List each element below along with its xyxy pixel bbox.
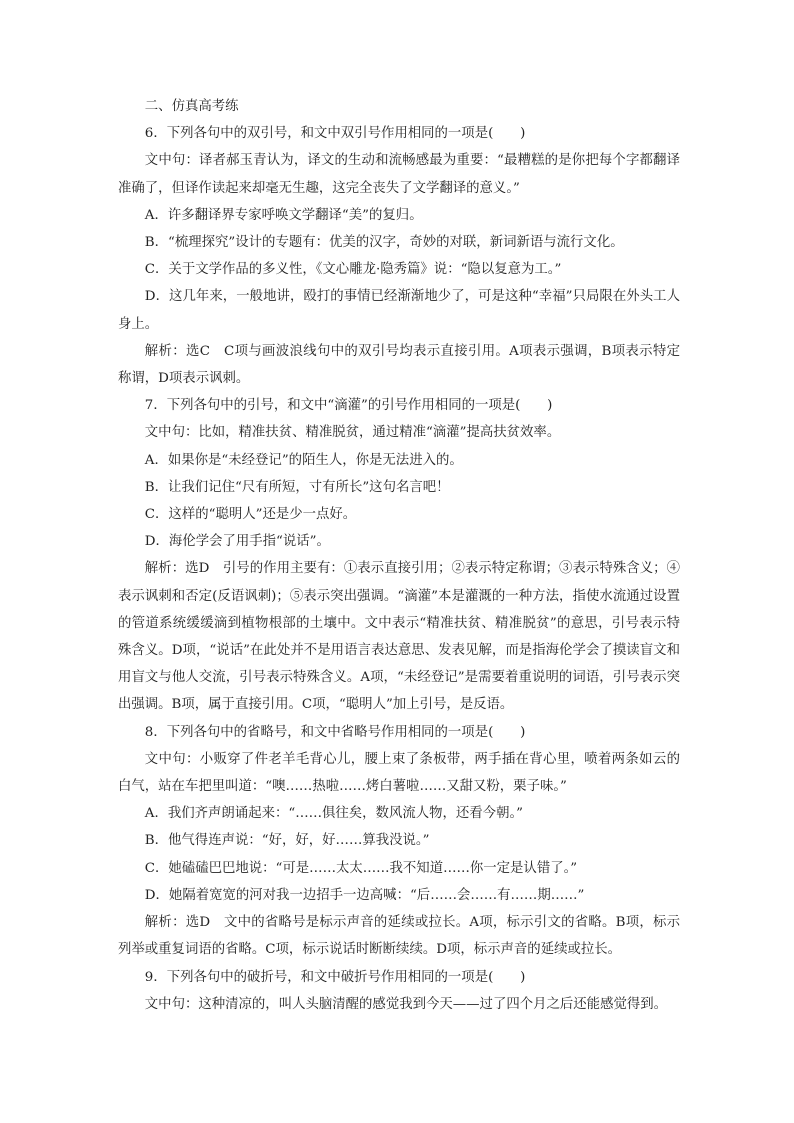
question-7-stem: 7．下列各句中的引号，和文中“滴灌”的引号作用相同的一项是( )	[144, 398, 553, 414]
question-8-option-c: C．她磕磕巴巴地说：“可是……太太……我不知道……你一定是认错了。”	[144, 860, 578, 876]
question-8-analysis: 解析：选D 文中的省略号是标示声音的延续或拉长。A项，标示引文的省略。B项，标示列举或重复词语的省略。C项，标示说话时断断续续。D项，标示声音的延续或拉长。	[118, 915, 680, 958]
exercise-content	[118, 93, 680, 1018]
question-7-option-b: B．让我们记住“尺有所短，寸有所长”这句名言吧！	[144, 479, 450, 495]
question-8-stem: 8．下列各句中的省略号，和文中省略号作用相同的一项是( )	[144, 724, 526, 740]
question-8-option-d: D．她隔着宽宽的河对我一边招手一边高喊：“后……会……有……期……”	[144, 887, 585, 903]
question-7-analysis: 解析：选D 引号的作用主要有：①表示直接引用；②表示特定称谓；③表示特殊含义；④表示讽刺和否定(反语讽刺)；⑤表示突出强调。“滴灌”本是灌溉的一种方法，指使水流通过设置的管道系统缓缓滴到植物根部的土壤中。文中表示“精准扶贫、精准脱贫”的意思，引号表示特殊含义。D项，“说话”在此处并不是用语言表达意思、发表见解，而是指海伦学会了摸读盲文和用盲文与他人交流，引号表示特殊含义。A项，“未经登记”是需要着重说明的词语，引号表示突出强调。B项，属于直接引用。C项，“聪明人”加上引号，是反语。	[118, 561, 680, 713]
question-6-option-d: D．这几年来，一般地讲，殴打的事情已经渐渐地少了，可是这种“幸福”只局限在外头工人身上。	[118, 289, 680, 332]
question-6-option-b: B．“梳理探究”设计的专题有：优美的汉字，奇妙的对联，新词新语与流行文化。	[144, 235, 624, 251]
question-7-option-d: D．海伦学会了用手指“说话”。	[144, 534, 330, 550]
section-title: 二、仿真高考练	[144, 99, 239, 114]
question-7-option-c: C．这样的“聪明人”还是少一点好。	[144, 507, 357, 523]
question-8-option-b: B．他气得连声说：“好，好，好……算我没说。”	[144, 833, 430, 849]
question-6-stem: 6．下列各句中的双引号，和文中双引号作用相同的一项是( )	[144, 126, 526, 142]
question-8-source: 文中句：小贩穿了件老羊毛背心儿，腰上束了条板带，两手插在背心里，喷着两条如云的白气，站在车把里叫道：“噢……热啦……烤白薯啦……又甜又粉，栗子味。”	[118, 751, 680, 795]
question-9-source: 文中句：这种清凉的，叫人头脑清醒的感觉我到今天——过了四个月之后还能感觉得到。	[144, 996, 668, 1012]
question-6-option-a: A．许多翻译界专家呼唤文学翻译“美”的复归。	[144, 207, 423, 223]
question-8-option-a: A．我们齐声朗诵起来：“……俱往矣，数风流人物，还看今朝。”	[144, 806, 524, 822]
question-6-option-c: C．关于文学作品的多义性，《文心雕龙·隐秀篇》说：“隐以复意为工。”	[144, 262, 562, 278]
question-9-stem: 9．下列各句中的破折号，和文中破折号作用相同的一项是( )	[144, 969, 526, 985]
question-7-option-a: A．如果你是“未经登记”的陌生人，你是无法进入的。	[144, 452, 463, 468]
question-7-source: 文中句：比如，精准扶贫、精准脱贫，通过精准“滴灌”提高扶贫效率。	[144, 425, 561, 441]
question-6-analysis: 解析：选C C项与画波浪线句中的双引号均表示直接引用。A项表示强调，B项表示特定称谓，D项表示讽刺。	[118, 343, 680, 387]
question-6-source: 文中句：译者郝玉青认为，译文的生动和流畅感最为重要：“最糟糕的是你把每个字都翻译准确了，但译作读起来却毫无生趣，这完全丧失了文学翻译的意义。”	[118, 153, 680, 196]
